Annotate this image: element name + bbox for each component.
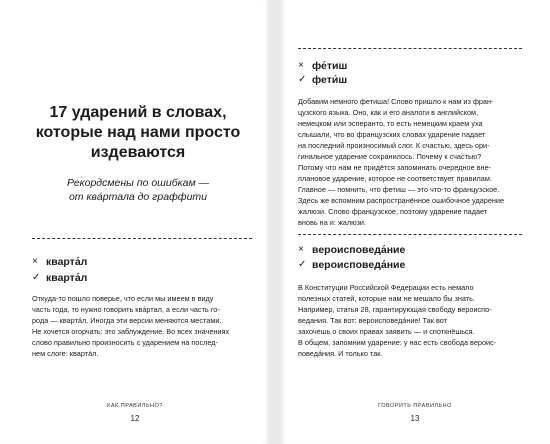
divider <box>32 238 252 239</box>
right-page <box>280 0 550 444</box>
body-paragraph: Откуда-то пошло поверье, что если мы имеем в виду часть года, то нужно говорить квáртал, а если часть го- рода — квартáл. Иногда эти версии меняются местами. Не хочется огорчать: это заблуждение. Во всех значениях слово правильно произносить с ударением на послед- нем слоге: квартáл. <box>32 294 230 358</box>
running-footer: ГОВОРИТЬ ПРАВИЛЬНО <box>378 403 452 409</box>
correct-stress-word: кварта́л <box>46 272 88 284</box>
body-paragraph: Добавим немного фетиша! Слово пришло к нам из фран- цузского языка. Оно, как и его аналоги в английском, немецком или эсперанто, то есть немецким краем уха слышали, что во французских словах ударение падает на последний произносимый слог. К счастью, здесь ори- гинальное ударение сохранилось. Почему к счастью? Потому что нам не придётся запоминать очередное вне- плановое ударение, которое не соответствует правилам. Главное — помнить, что фетиш — это что-то французское. Здесь же вспомним распространённое ошибочное ударение жалюзи. Слово французское, поэтому ударение падает вновь на и: жалюзи. <box>298 97 505 227</box>
wrong-icon: × <box>32 256 38 267</box>
subtitle-line: Рекордсмены по ошибкам — <box>66 177 210 189</box>
divider <box>298 48 522 49</box>
chapter-subtitle <box>18 176 258 204</box>
page-number: 13 <box>410 414 420 423</box>
subtitle-line: от квáртала до граффити <box>68 191 208 203</box>
wrong-stress-word: кварта́л <box>46 256 88 268</box>
title-line: издеваются <box>90 144 186 161</box>
divider <box>298 234 522 235</box>
running-footer: КАК ПРАВИЛЬНО? <box>107 403 163 409</box>
left-page <box>0 0 270 444</box>
check-icon: ✓ <box>298 74 307 85</box>
wrong-stress-word: фе́тиш <box>312 60 348 72</box>
body-paragraph: В Конституции Российской Федерации есть немало полезных статей, которые нам не мешало бы знать. Например, статья 28, гарантирующая свободу вероиспо- ведания. Так вот: вероисповедáние! Так вот захочешь о своих правах заявить — и споткнёшься. В общем, запомним ударение: у нас есть свобода вероис- поведáния. И только так. <box>298 283 497 358</box>
title-line: которые над нами просто <box>35 124 241 141</box>
check-icon: ✓ <box>32 272 41 283</box>
wrong-icon: × <box>298 60 304 71</box>
check-icon: ✓ <box>298 259 307 270</box>
correct-stress-word: вероисповеда́ние <box>312 259 406 271</box>
chapter-title <box>18 103 258 163</box>
wrong-stress-word: вероисповеда́ние <box>312 244 406 256</box>
wrong-icon: × <box>298 244 304 255</box>
correct-stress-word: фети́ш <box>312 74 348 86</box>
title-line: 17 ударений в словах, <box>49 104 227 121</box>
page-number: 12 <box>130 414 140 423</box>
